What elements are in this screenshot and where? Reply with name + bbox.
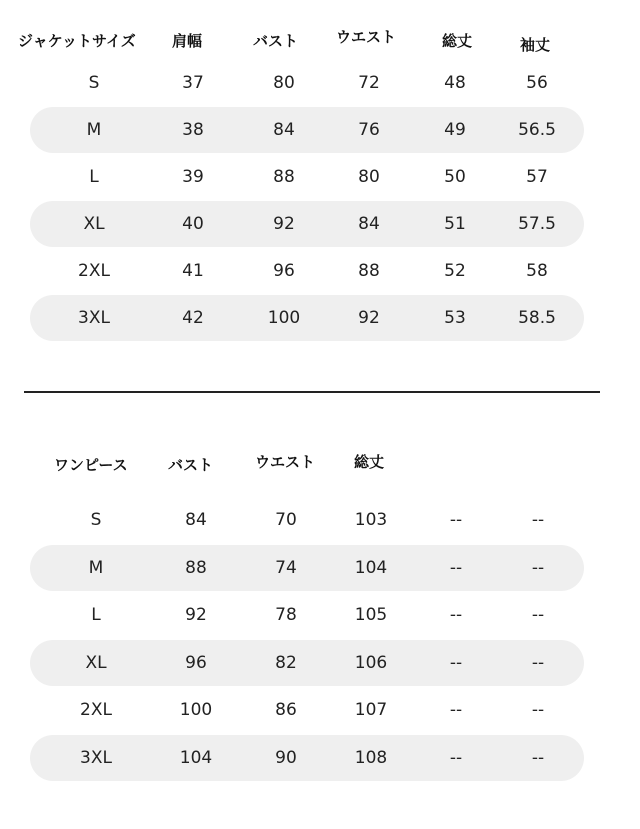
table-row — [30, 592, 584, 638]
cell-col-5: -- — [531, 510, 545, 530]
cell-col-3: 72 — [358, 73, 380, 93]
cell-col-2: 80 — [273, 73, 295, 93]
header-sleeve-length: 袖丈 — [520, 36, 551, 54]
cell-size: 3XL — [80, 747, 112, 768]
cell-col-4: -- — [449, 605, 463, 625]
cell-size: XL — [85, 652, 107, 673]
cell-col-2: 70 — [275, 510, 297, 530]
header-waist: ウエスト — [336, 28, 397, 46]
cell-col-1: 38 — [182, 120, 204, 140]
cell-col-2: 88 — [273, 167, 295, 187]
cell-col-1: 40 — [182, 214, 204, 234]
header-shoulder-width: 肩幅 — [172, 32, 203, 50]
cell-col-3: 104 — [354, 557, 388, 578]
table-row — [30, 687, 584, 733]
table-row — [30, 201, 584, 247]
cell-col-3: 108 — [354, 747, 388, 768]
cell-col-3: 84 — [358, 214, 380, 234]
cell-size: L — [89, 167, 99, 187]
cell-col-5: -- — [531, 652, 545, 673]
cell-col-3: 92 — [358, 308, 380, 328]
cell-col-3: 105 — [354, 605, 388, 625]
cell-col-2: 86 — [275, 700, 297, 720]
cell-col-5: 58.5 — [518, 308, 556, 328]
section-divider — [24, 391, 600, 393]
cell-col-1: 37 — [182, 73, 204, 93]
cell-col-1: 84 — [185, 510, 207, 530]
cell-col-3: 107 — [354, 700, 388, 720]
table-row — [30, 640, 584, 686]
cell-size: S — [90, 510, 102, 530]
cell-col-2: 92 — [273, 214, 295, 234]
cell-col-3: 106 — [354, 652, 388, 673]
cell-col-1: 92 — [185, 605, 207, 625]
table-row — [30, 60, 584, 106]
cell-col-4: 49 — [444, 120, 466, 140]
header-total-length: 総丈 — [354, 453, 385, 471]
cell-col-1: 96 — [185, 652, 207, 673]
cell-col-4: 50 — [444, 167, 466, 187]
cell-col-2: 84 — [273, 120, 295, 140]
table-row — [30, 295, 584, 341]
cell-col-2: 82 — [275, 652, 297, 673]
cell-col-5: -- — [531, 747, 545, 768]
cell-col-1: 88 — [185, 557, 207, 578]
cell-size: M — [88, 557, 104, 578]
cell-col-1: 39 — [182, 167, 204, 187]
cell-col-5: 57.5 — [518, 214, 556, 234]
table-row — [30, 107, 584, 153]
cell-size: L — [91, 605, 101, 625]
header-waist: ウエスト — [255, 453, 316, 471]
cell-col-4: -- — [449, 510, 463, 530]
cell-col-1: 100 — [179, 700, 213, 720]
cell-col-1: 41 — [182, 261, 204, 281]
cell-size: S — [88, 73, 100, 93]
table-row — [30, 735, 584, 781]
header-dress-size: ワンピース — [54, 456, 128, 474]
cell-col-2: 90 — [275, 747, 297, 768]
cell-col-2: 78 — [275, 605, 297, 625]
cell-size: 2XL — [78, 261, 110, 281]
cell-size: XL — [83, 214, 105, 234]
cell-col-4: 48 — [444, 73, 466, 93]
table-row — [30, 545, 584, 591]
cell-col-5: -- — [531, 700, 545, 720]
cell-col-4: -- — [449, 557, 463, 578]
cell-col-5: 56.5 — [518, 120, 556, 140]
header-bust: バスト — [168, 456, 214, 474]
cell-col-2: 100 — [267, 308, 301, 328]
cell-col-5: -- — [531, 605, 545, 625]
cell-col-4: 51 — [444, 214, 466, 234]
cell-col-3: 76 — [358, 120, 380, 140]
cell-size: 3XL — [78, 308, 110, 328]
cell-col-4: -- — [449, 747, 463, 768]
cell-size: M — [86, 120, 102, 140]
table-row — [30, 248, 584, 294]
table-row — [30, 154, 584, 200]
cell-col-1: 42 — [182, 308, 204, 328]
cell-col-2: 74 — [275, 557, 297, 578]
cell-col-3: 103 — [354, 510, 388, 530]
cell-col-3: 88 — [358, 261, 380, 281]
cell-col-3: 80 — [358, 167, 380, 187]
header-bust: バスト — [253, 32, 299, 50]
table-row — [30, 497, 584, 543]
cell-col-4: -- — [449, 652, 463, 673]
cell-col-4: -- — [449, 700, 463, 720]
cell-col-4: 52 — [444, 261, 466, 281]
cell-size: 2XL — [80, 700, 112, 720]
cell-col-5: -- — [531, 557, 545, 578]
cell-col-2: 96 — [273, 261, 295, 281]
cell-col-5: 56 — [526, 73, 548, 93]
cell-col-4: 53 — [444, 308, 466, 328]
cell-col-5: 57 — [526, 167, 548, 187]
header-total-length: 総丈 — [442, 32, 473, 50]
cell-col-5: 58 — [526, 261, 548, 281]
cell-col-1: 104 — [179, 747, 213, 768]
header-jacket-size: ジャケットサイズ — [18, 32, 136, 50]
